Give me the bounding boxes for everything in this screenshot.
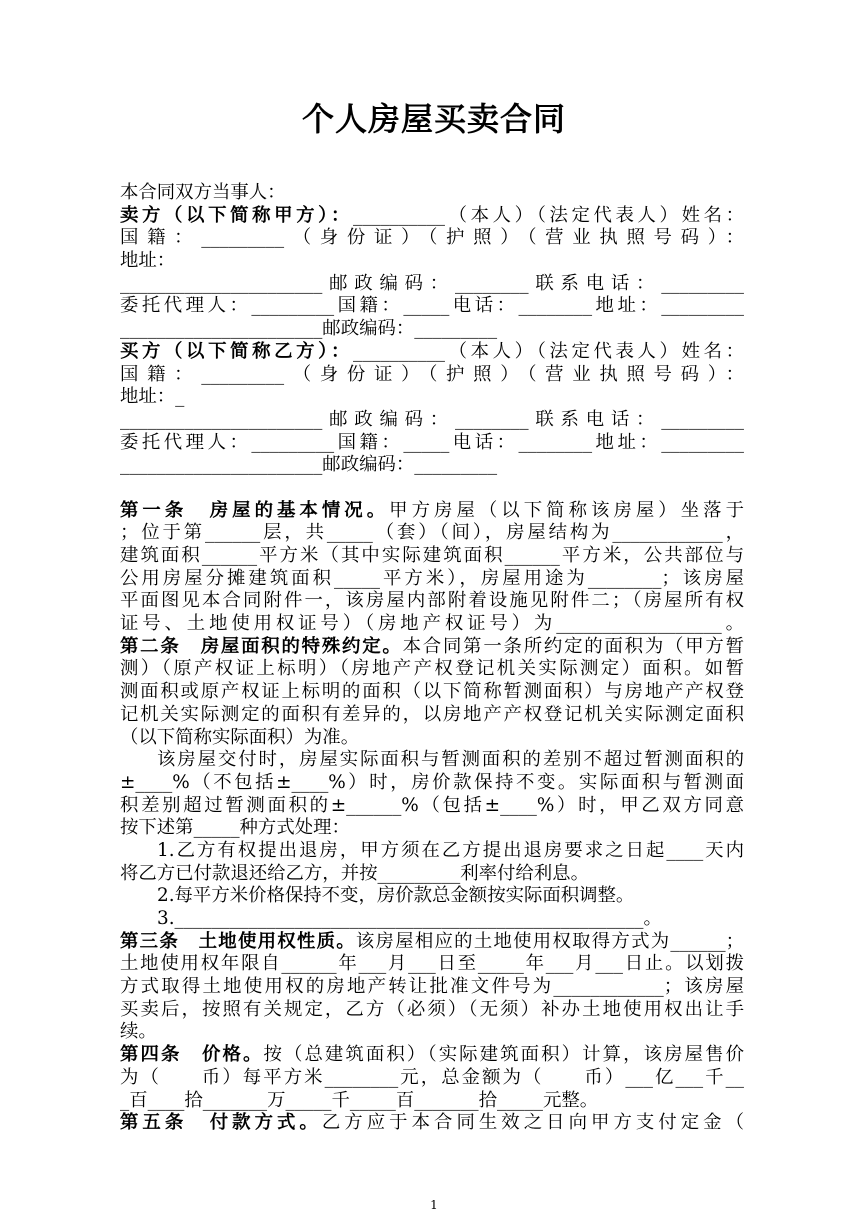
line-text: 甲方房屋（以下简称该房屋）坐落于 [389, 499, 744, 521]
line-text: 证号、土地使用权证号）（房地产权证号）为__________________。 [120, 613, 744, 635]
line-text: 测面积或原产权证上标明的面积（以下简称暂测面积）与房地产产权登 [120, 681, 744, 703]
text-line [120, 613, 744, 636]
text-line [120, 976, 744, 999]
clause-heading: 第一条 房屋的基本情况。 [120, 499, 390, 521]
line-text: 地址：_ [120, 386, 185, 408]
contract-title: 个人房屋买卖合同 [301, 100, 566, 138]
text-line [120, 1067, 744, 1090]
line-text: 建筑面积______平方米（其中实际建筑面积______平方米，公共部位与 [120, 545, 744, 566]
text-line [120, 409, 744, 432]
text-line [120, 681, 744, 704]
text-line [120, 885, 744, 908]
text-line [120, 1090, 744, 1113]
clause-heading: 第二条 房屋面积的特殊约定。 [120, 635, 403, 657]
line-text: 委托代理人：_________国籍：_____电话：________地址：_________ [120, 295, 744, 317]
text-line [120, 863, 744, 886]
line-text: 地址： [120, 250, 176, 272]
text-line [120, 658, 744, 681]
line-text: 国籍：_________（身份证）（护照）（营业执照号码）： [120, 363, 744, 385]
text-line [120, 386, 744, 409]
line-text: 平面图见本合同附件一，该房屋内部附着设施见附件二；（房屋所有权 [120, 590, 744, 612]
clause-heading: 第三条 土地使用权性质。 [120, 930, 356, 952]
line-text: _百____拾_______万_____千_____百_______拾_____元整。 [120, 1089, 599, 1111]
text-line [120, 795, 744, 818]
line-text: （以下简称实际面积）为准。 [120, 726, 360, 748]
text-line [120, 432, 744, 455]
line-text: 2.每平方米价格保持不变，房价款总金额按实际面积调整。 [157, 885, 635, 907]
line-text: ______________________邮政编码：_________ [120, 454, 498, 476]
line-text: 乙方应于本合同生效之日向甲方支付定金（ [321, 1112, 744, 1134]
text-line [120, 749, 744, 772]
clause-heading: 第四条 价格。 [120, 1044, 264, 1066]
text-line [120, 318, 744, 341]
line-text: 公用房屋分摊建筑面积_____平方米），房屋用途为________；该房屋 [120, 567, 744, 589]
line-text: 委托代理人：_________国籍：_____电话：________地址：_________ [120, 431, 744, 453]
line-text: 本合同双方当事人： [120, 182, 286, 203]
line-text: __________（本人）（法定代表人）姓名： [353, 204, 744, 226]
line-text: 将乙方已付款退还给乙方，并按_________利率付给利息。 [120, 862, 589, 884]
text-line [120, 817, 744, 840]
line-text: ______________________邮政编码：________联系电话：_________ [120, 272, 744, 294]
line-text: ______________________邮政编码：________联系电话：_________ [120, 408, 744, 430]
text-line [120, 636, 744, 659]
text-line [120, 500, 744, 523]
line-text: 积差别超过暂测面积的±______%（包括±____%）时，甲乙双方同意 [120, 794, 744, 816]
text-line [120, 908, 744, 931]
text-line [120, 295, 744, 318]
line-text: 方式取得土地使用权的房地产转让批准文件号为____________；该房屋 [120, 976, 744, 998]
line-text: __________（本人）（法定代表人）姓名： [353, 340, 744, 362]
text-line [120, 1044, 744, 1067]
line-text: 按下述第_____种方式处理： [120, 817, 350, 839]
line-text: ______________________邮政编码：_________ [120, 318, 498, 340]
text-line [120, 454, 744, 477]
line-text: 续。 [120, 1021, 157, 1043]
text-line [120, 727, 744, 750]
clause-heading: 卖方（以下简称甲方）： [120, 204, 353, 226]
text-line [120, 341, 744, 364]
text-line [120, 772, 744, 795]
text-line [120, 931, 744, 954]
line-text: 3.___________________________________________________。 [157, 908, 662, 929]
text-line [120, 840, 744, 863]
line-text: 国籍：_________（身份证）（护照）（营业执照号码）： [120, 227, 744, 249]
text-line [120, 1021, 744, 1044]
line-text: 买卖后，按照有关规定，乙方（必须）（无须）补办土地使用权出让手 [120, 998, 744, 1020]
line-text: ±____%（不包括±____%）时，房价款保持不变。实际面积与暂测面 [120, 771, 744, 793]
text-line [120, 953, 744, 976]
text-line [120, 182, 744, 205]
text-line [120, 250, 744, 273]
line-text: ；位于第______层，共_____（套）（间），房屋结构为____________， [120, 522, 744, 544]
line-text: 土地使用权年限自______年___月___日至_____年___月___日止。以划拨 [120, 953, 744, 975]
text-line [120, 545, 744, 568]
text-line [120, 522, 744, 545]
text-line [120, 704, 744, 727]
text-line [120, 273, 744, 296]
text-line [120, 1112, 744, 1135]
text-line [120, 999, 744, 1022]
page-number: 1 [430, 1198, 438, 1212]
line-text: 1.乙方有权提出退房，甲方须在乙方提出退房要求之日起____天内 [157, 839, 744, 861]
line-text: 记机关实际测定的面积有差异的，以房地产产权登记机关实际测定面积 [120, 703, 744, 725]
clause-heading: 第五条 付款方式。 [120, 1112, 322, 1134]
line-text: 本合同第一条所约定的面积为（甲方暂 [402, 635, 744, 657]
contract-body [120, 182, 744, 1135]
text-line [120, 568, 744, 591]
line-text: 按（总建筑面积）（实际建筑面积）计算，该房屋售价 [263, 1044, 744, 1066]
clause-heading: 买方（以下简称乙方）： [120, 340, 353, 362]
text-line [120, 227, 744, 250]
line-text: 该房屋交付时，房屋实际面积与暂测面积的差别不超过暂测面积的 [157, 749, 744, 771]
line-text: 测）（原产权证上标明）（房地产产权登记机关实际测定）面积。如暂 [120, 658, 744, 680]
text-line [120, 364, 744, 387]
text-line [120, 590, 744, 613]
text-line [120, 205, 744, 228]
line-text: 为（ 币）每平方米________元，总金额为（ 币）___亿___千__ [120, 1066, 744, 1088]
line-text: 该房屋相应的土地使用权取得方式为______； [355, 930, 744, 952]
paragraph-gap [120, 477, 744, 500]
